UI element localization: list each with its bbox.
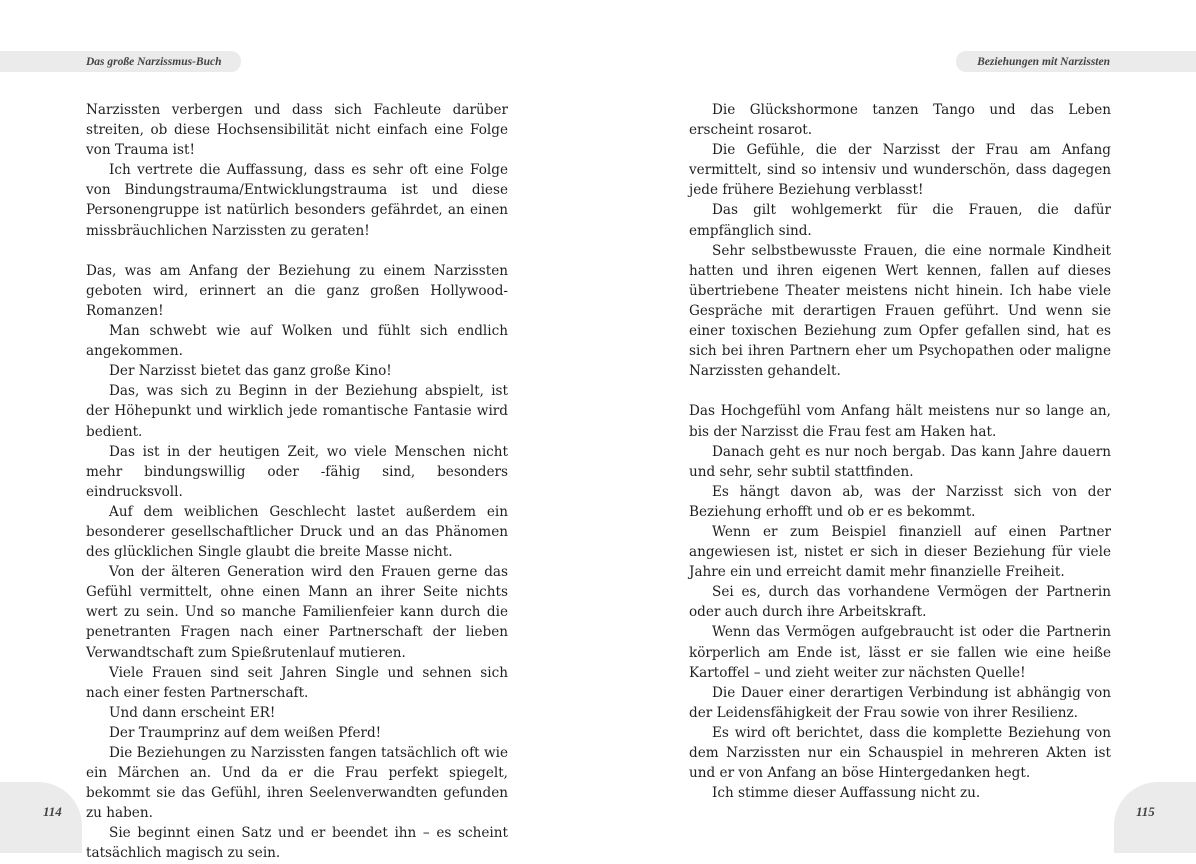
paragraph: Auf dem weiblichen Geschlecht lastet außerdem ein besonderer gesellschaftlicher Druck und an das Phänomen des glücklichen Single glaubt die breite Masse nicht. [86,503,508,561]
paragraph: Es hängt davon ab, was der Narzisst sich von der Beziehung erhofft und ob er es bekommt. [689,483,1111,520]
paragraph: Sehr selbstbewusste Frauen, die eine normale Kindheit hatten und ihren eigenen Wert kennen, fallen auf dieses übertriebene Theater meistens nicht hinein. Ich habe viele Gespräche mit derartigen Frauen geführt. Und wenn sie einer toxischen Beziehung zum Opfer gefallen sind, hat es sich bei ihren Partnern eher um Psychopathen oder maligne Narzissten gehandelt. [689,242,1111,380]
paragraph: Man schwebt wie auf Wolken und fühlt sich endlich angekommen. [86,323,508,360]
paragraph: Ich vertrete die Auffassung, dass es sehr oft eine Folge von Bindungstrauma/Entwicklungstrauma ist und diese Personengruppe ist natürlich besonders gefährdet, an einen missbräuchlichen Narzissten zu geraten! [86,162,508,239]
left-page [0,0,598,862]
paragraph: Sie beginnt einen Satz und er beendet ihn – es scheint tatsächlich magisch zu sein. [86,825,508,862]
paragraph: Ich stimme dieser Auffassung nicht zu. [712,785,981,802]
paragraph: Von der älteren Generation wird den Frauen gerne das Gefühl vermittelt, ohne einen Mann an ihrer Seite nichts wert zu sein. Und so manche Familienfeier kann durch die penetranten Fragen nach einer Partnerschaft der lieben Verwandtschaft zum Spießrutenlauf mutieren. [86,564,508,661]
paragraph: Das Hochgefühl vom Anfang hält meistens nur so lange an, bis der Narzisst die Frau fest am Haken hat. [689,403,1111,440]
paragraph: Das ist in der heutigen Zeit, wo viele Menschen nicht mehr bindungswillig oder -fähig sind, besonders eindrucksvoll. [86,443,508,500]
paragraph: Das, was sich zu Beginn in der Beziehung abspielt, ist der Höhepunkt und wirklich jede romantische Fantasie wird bedient. [86,383,508,440]
paragraph: Sei es, durch das vorhandene Vermögen der Partnerin oder auch durch ihre Arbeitskraft. [689,584,1111,621]
paragraph: Das gilt wohlgemerkt für die Frauen, die dafür empfänglich sind. [689,202,1111,239]
paragraph: Danach geht es nur noch bergab. Das kann Jahre dauern und sehr, sehr subtil stattfinden. [689,443,1111,480]
paragraph: Die Glückshormone tanzen Tango und das Leben erscheint rosarot. [689,102,1111,139]
paragraph: Es wird oft berichtet, dass die komplette Beziehung von dem Narzissten nur ein Schauspiel in mehreren Akten ist und er von Anfang an böse Hintergedanken hegt. [689,724,1111,782]
right-page [598,0,1196,853]
body-text-right [689,100,1111,803]
running-head-right: Beziehungen mit Narzissten [956,51,1196,72]
paragraph: Wenn das Vermögen aufgebraucht ist oder die Partnerin körperlich am Ende ist, lässt er sie fallen wie eine heiße Kartoffel – und zieht weiter zur nächsten Quelle! [689,624,1111,681]
body-text-left [86,100,508,864]
paragraph: Und dann erscheint ER! [109,704,276,721]
paragraph: Der Narzisst bietet das ganz große Kino! [109,363,392,380]
paragraph: Die Gefühle, die der Narzisst der Frau am Anfang vermittelt, sind so intensiv und wunderschön, dass dagegen jede frühere Beziehung verblasst! [689,142,1111,199]
page-number-left: 114 [0,782,82,853]
paragraph: Viele Frauen sind seit Jahren Single und sehnen sich nach einer festen Partnerschaft. [86,664,508,701]
paragraph: Der Traumprinz auf dem weißen Pferd! [109,724,382,741]
paragraph: Narzissten verbergen und dass sich Fachleute darüber streiten, ob diese Hochsensibilität nicht einfach eine Folge von Trauma ist! [86,102,508,159]
paragraph: Das, was am Anfang der Beziehung zu einem Narzissten geboten wird, erinnert an die ganz großen Hollywood-Romanzen! [86,262,508,319]
paragraph: Wenn er zum Beispiel finanziell auf einen Partner angewiesen ist, nistet er sich in dieser Beziehung für viele Jahre ein und erreicht damit mehr finanzielle Freiheit. [689,523,1111,581]
paragraph: Die Beziehungen zu Narzissten fangen tatsächlich oft wie ein Märchen an. Und da er die Frau perfekt spiegelt, bekommt sie das Gefühl, ihren Seelenverwandten gefunden zu haben. [86,745,508,822]
running-head-left: Das große Narzissmus-Buch [0,51,241,72]
page-number-right: 115 [1114,782,1196,853]
paragraph: Die Dauer einer derartigen Verbindung ist abhängig von der Leidensfähigkeit der Frau sowie von ihrer Resilienz. [689,684,1111,721]
